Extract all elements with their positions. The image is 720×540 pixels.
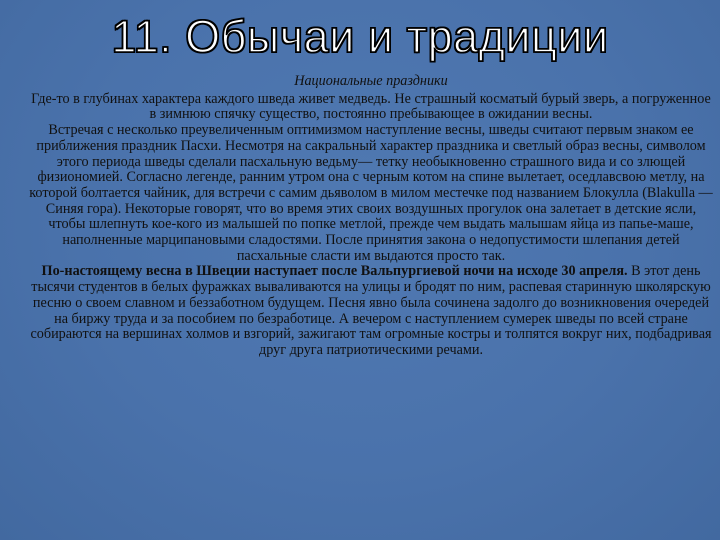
slide-title: 11. Обычаи и традиции: [111, 11, 609, 62]
paragraph-walpurgis-lead: По-настоящему весна в Швеции наступает после Вальпургиевой ночи на исходе 30 апреля.: [41, 263, 628, 280]
paragraph-walpurgis-text: В этот день тысячи студентов в белых фуражках вываливаются на улицы и бродят по ним, распевая старинную школярскую песню о своем славном и беззаботном будущем. Песня явно была сочинена задолго до возникновения очередей на биржу труда и за пособием по безработице. А вечером с наступлением сумерек шведы по всей стране собираются на вершинах холмов и взгорий, зажигают там огромные костры и толпятся вокруг них, подбадривая друг друга патриотическими речами.: [30, 263, 712, 358]
paragraph-walpurgis: [28, 264, 714, 358]
section-subtitle: Национальные праздники: [294, 73, 448, 89]
slide-body: [28, 74, 714, 359]
paragraph-easter: Встречая с несколько преувеличенным оптимизмом наступление весны, шведы считают первым знаком ее приближения праздник Пасхи. Несмотря на сакральный характер праздника и светлый образ весны, символом этого периода шведы сделали пасхальную ведьму— тетку необыкновенно страшного вида и со злющей физиономией. Согласно легенде, ранним утром она с черным котом на спине вылетает, оседлавсвою метлу, на которой болтается чайник, для встречи с самим дьяволом в милом местечке под названием Блокулла (Blakulla — Синяя гора). Некоторые говорят, что во время этих своих воздушных прогулок она залетает в детские ясли, чтобы шлепнуть кое-кого из малышей по попке метлой, прежде чем выдать малышам яйца из папье-маше, наполненные марципановыми сладостями. После принятия закона о недопустимости шлепания детей пасхальные сласти им выдаются просто так.: [29, 122, 713, 264]
paragraph-bear: Где-то в глубинах характера каждого шведа живет медведь. Не страшный косматый бурый зверь, а погруженное в зимнюю спячку существо, постоянно пребывающее в ожидании весны.: [31, 90, 711, 123]
